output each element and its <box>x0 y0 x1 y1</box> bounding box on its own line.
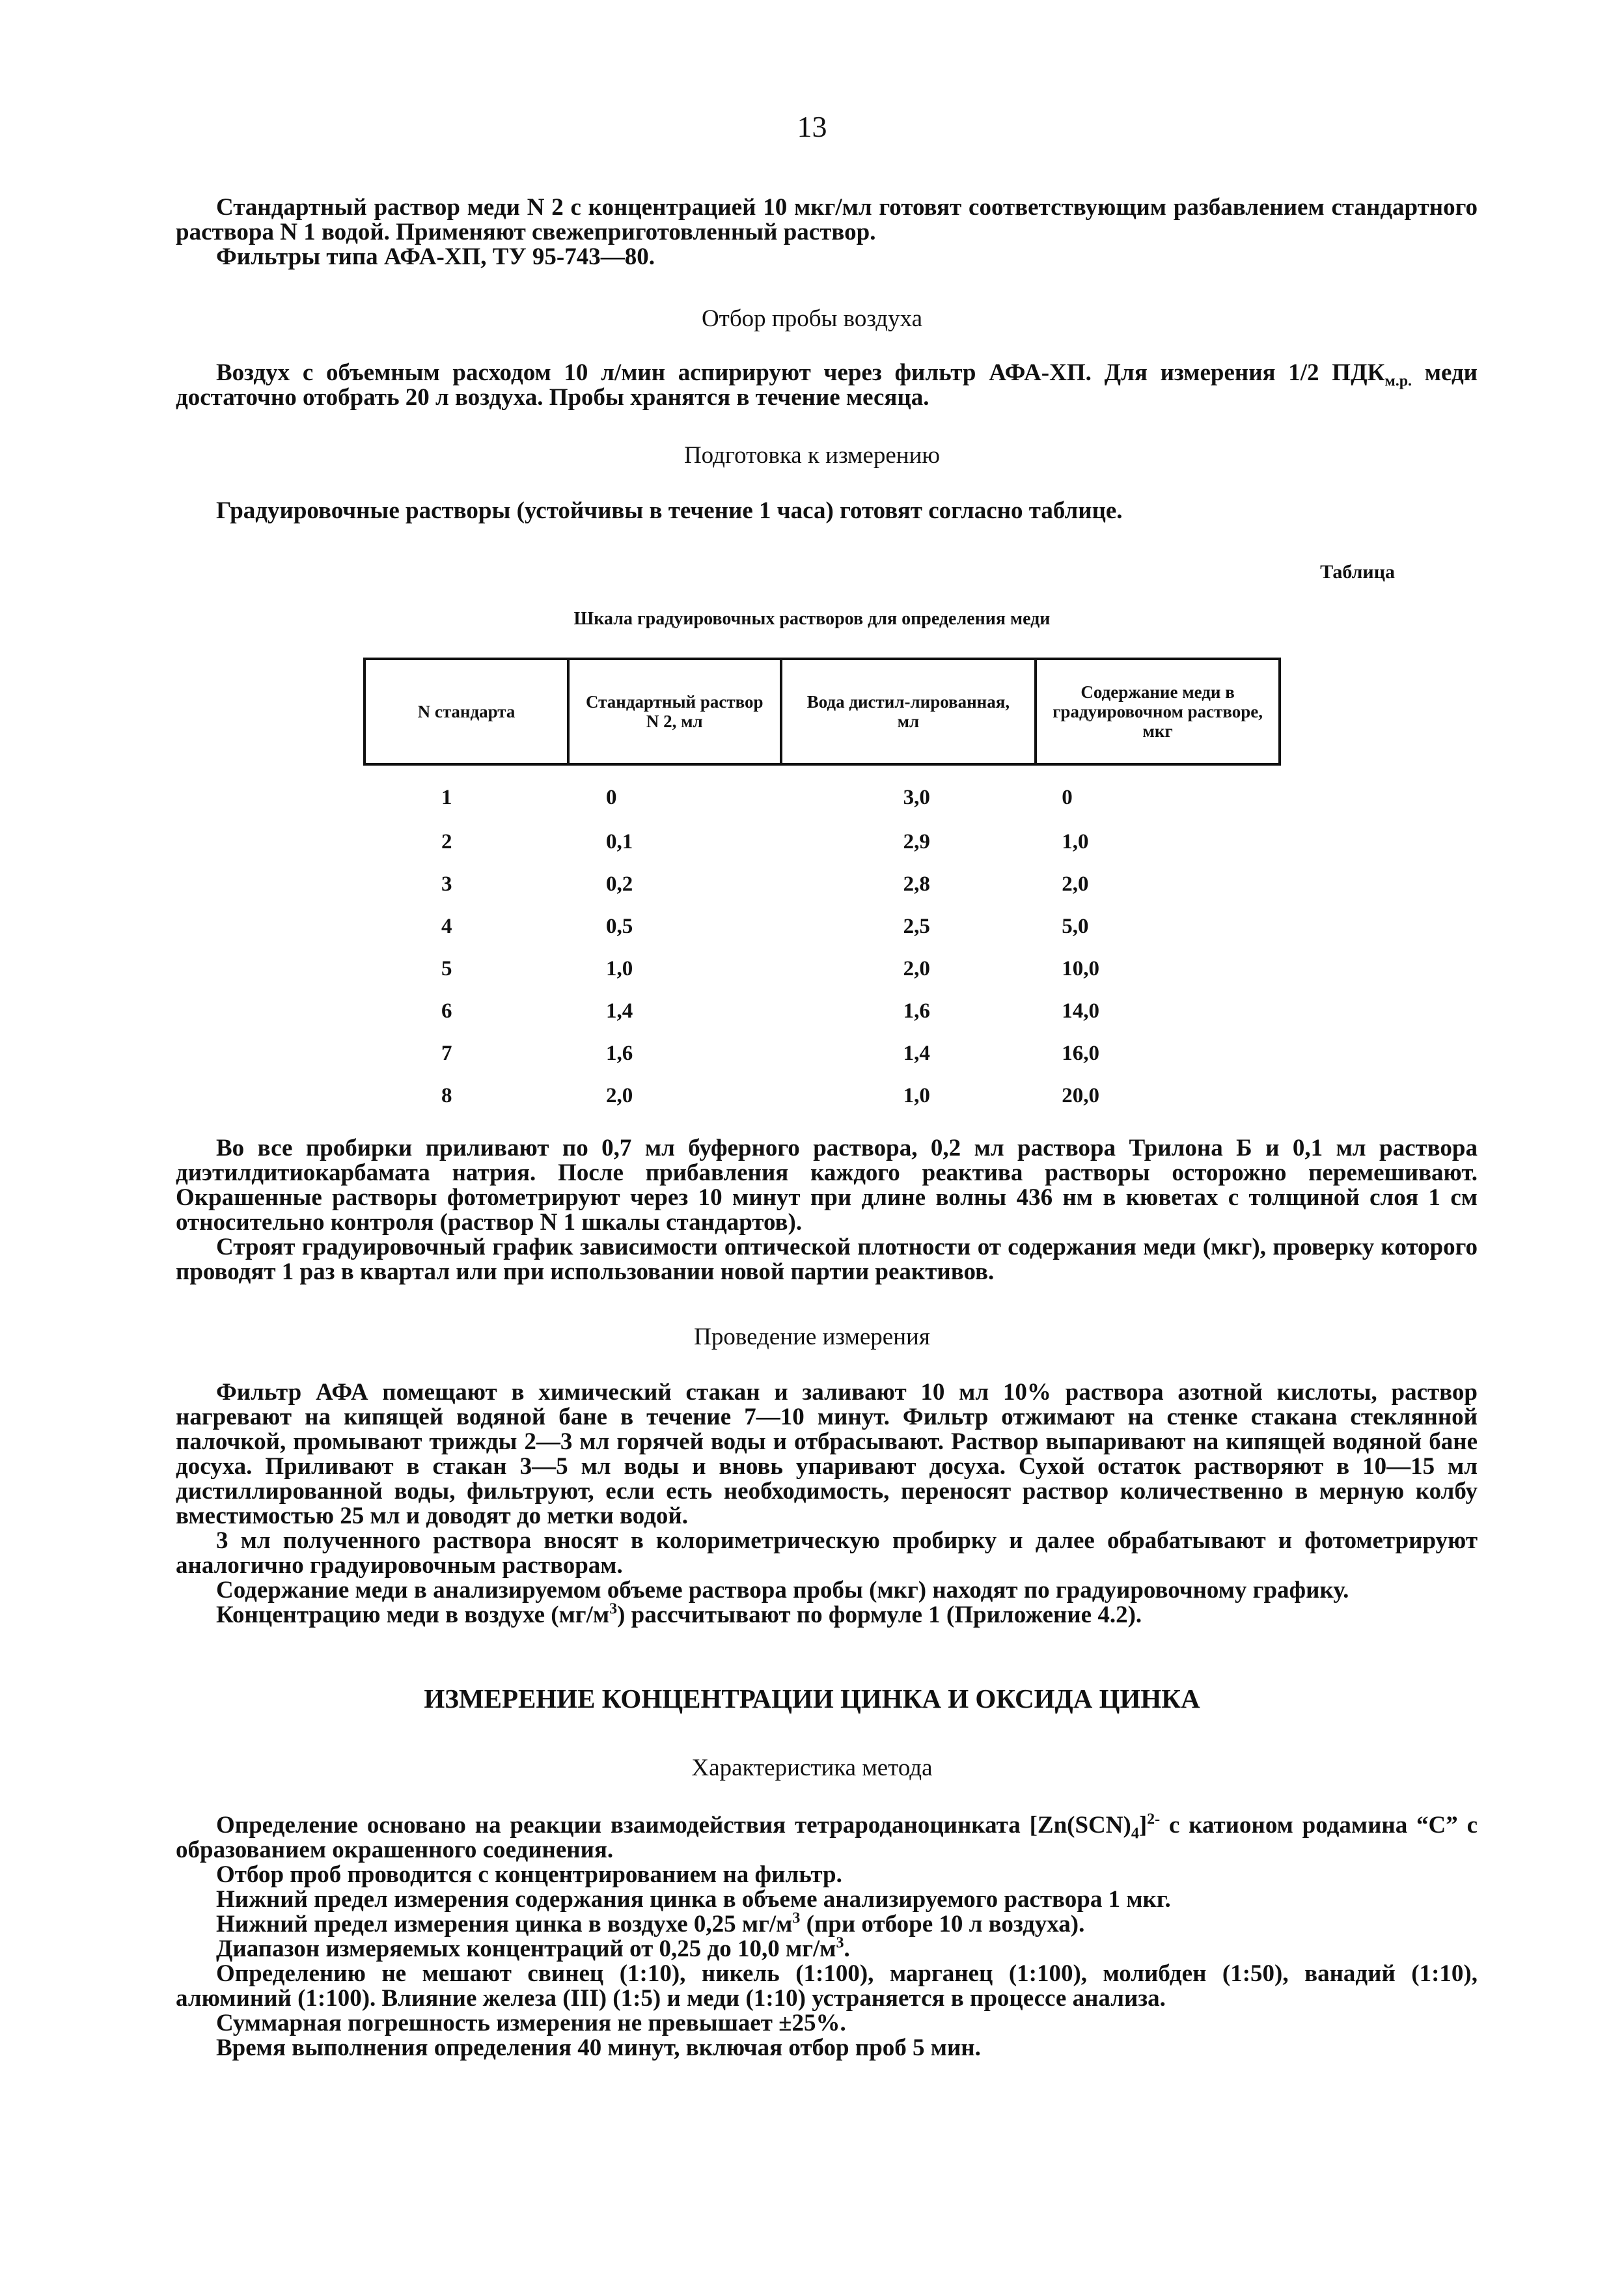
zinc-paragraph-7: Суммарная погрешность измерения не превышает ±25%. <box>216 2010 846 2036</box>
cell-solution: 0,1 <box>605 830 633 854</box>
cell-standard: 5 <box>441 957 452 980</box>
zinc-section <box>176 1813 1478 2061</box>
zinc-paragraph-3: Нижний предел измерения содержания цинка в объеме анализируемого раствора 1 мкг. <box>216 1886 1171 1913</box>
cell-copper: 16,0 <box>1062 1042 1099 1065</box>
header-standard-number: N стандарта <box>365 659 568 764</box>
zinc-subheading: Характеристика метода <box>691 1755 933 1781</box>
after-table-paragraph-2: Строят градуировочный график зависимости оптической плотности от содержания меди (мкг), проверку которого проводят 1 раз в квартал или при использовании новой партии реактивов. <box>176 1234 1478 1285</box>
cell-water: 2,9 <box>903 830 930 854</box>
cell-standard: 6 <box>441 999 452 1023</box>
table-row <box>365 1075 1280 1117</box>
cell-standard: 7 <box>441 1042 452 1065</box>
cell-copper: 5,0 <box>1062 915 1089 938</box>
cell-water: 1,4 <box>903 1042 930 1065</box>
cell-copper: 1,0 <box>1062 830 1089 854</box>
table-row <box>365 821 1280 863</box>
cell-water: 2,5 <box>903 915 930 938</box>
sampling-paragraph <box>176 361 1478 410</box>
after-table-section <box>176 1136 1478 1284</box>
cell-water: 2,8 <box>903 872 930 896</box>
cell-solution: 2,0 <box>605 1084 633 1107</box>
measurement-text-b: ) рассчитывают по формуле 1 (Приложение 4.2). <box>617 1602 1142 1628</box>
zinc-subscript: 4 <box>1131 1825 1139 1842</box>
cell-copper: 20,0 <box>1062 1084 1099 1107</box>
zinc-p5-superscript: 3 <box>836 1934 844 1952</box>
cell-water: 1,0 <box>903 1084 930 1107</box>
cell-solution: 0,5 <box>605 915 633 938</box>
cell-water: 3,0 <box>903 785 930 809</box>
after-table-paragraph-1: Во все пробирки приливают по 0,7 мл буферного раствора, 0,2 мл раствора Трилона Б и 0,1 мл раствора диэтилдитиокарбамата натрия. После прибавления каждого реактива растворы осторожно перемешивают. Окрашенные растворы фотометрируют через 10 минут при длине волны 436 нм в кюветах с толщиной слоя 1 см относительно контроля (раствор N 1 шкалы стандартов). <box>176 1135 1478 1236</box>
intro-paragraph-1: Стандартный раствор меди N 2 с концентрацией 10 мкг/мл готовят соответствующим разбавлением стандартного раствора N 1 водой. Применяют свежеприготовленный раствор. <box>176 194 1478 245</box>
cell-standard: 8 <box>441 1084 452 1107</box>
table-header-row <box>365 659 1280 764</box>
cell-solution: 0 <box>605 785 617 809</box>
table-label: Таблица <box>1320 561 1395 583</box>
cell-water: 2,0 <box>903 957 930 980</box>
cell-standard: 4 <box>441 915 452 938</box>
zinc-paragraph-5 <box>176 1934 1478 1962</box>
header-copper-content: Содержание меди в градуировочном растворе, мкг <box>1036 659 1280 764</box>
cell-standard: 3 <box>441 872 452 896</box>
cell-solution: 1,4 <box>605 999 633 1023</box>
table-row <box>365 948 1280 990</box>
preparation-paragraph: Градуировочные растворы (устойчивы в течение 1 часа) готовят согласно таблице. <box>216 497 1123 524</box>
cell-standard: 1 <box>441 785 452 809</box>
zinc-text-a: Определение основано на реакции взаимодействия тетрароданоцинката [Zn(SCN) <box>216 1812 1131 1839</box>
sampling-section <box>176 361 1478 410</box>
zinc-p5-text-b: . <box>844 1936 850 1962</box>
zinc-superscript: 2- <box>1147 1811 1161 1828</box>
cell-solution: 1,6 <box>605 1042 633 1065</box>
sampling-text-b: меди достаточно отобрать 20 л воздуха. Пробы хранятся в течение месяца. <box>176 359 1478 411</box>
measurement-section <box>176 1380 1478 1628</box>
zinc-p5-text-a: Диапазон измеряемых концентраций от 0,25 до 10,0 мг/м <box>216 1936 836 1962</box>
preparation-heading: Подготовка к измерению <box>683 442 941 469</box>
table-row <box>365 1033 1280 1075</box>
table-row <box>365 863 1280 906</box>
intro-section <box>176 195 1478 270</box>
table-row <box>365 990 1280 1033</box>
zinc-paragraph-8: Время выполнения определения 40 минут, включая отбор проб 5 мин. <box>216 2034 981 2061</box>
measurement-superscript: 3 <box>609 1600 618 1618</box>
sampling-text-a: Воздух с объемным расходом 10 л/мин аспирируют через фильтр АФА-ХП. Для измерения 1/2 ПДК <box>216 359 1385 386</box>
zinc-text-mid: ] <box>1138 1812 1148 1839</box>
cell-copper: 10,0 <box>1062 957 1099 980</box>
measurement-paragraph-3: Содержание меди в анализируемом объеме раствора пробы (мкг) находят по градуировочному графику. <box>216 1577 1349 1604</box>
zinc-p4-text-a: Нижний предел измерения цинка в воздухе 0,25 мг/м <box>216 1911 793 1937</box>
cell-copper: 14,0 <box>1062 999 1099 1023</box>
zinc-p4-superscript: 3 <box>792 1909 801 1927</box>
table-title: Шкала градуировочных растворов для определения меди <box>573 609 1051 629</box>
cell-solution: 0,2 <box>605 872 633 896</box>
intro-paragraph-2: Фильтры типа АФА-ХП, ТУ 95-743—80. <box>216 243 655 270</box>
header-standard-solution: Стандартный раствор N 2, мл <box>568 659 781 764</box>
sampling-heading: Отбор пробы воздуха <box>701 305 923 332</box>
page-number: 13 <box>797 110 827 143</box>
cell-solution: 1,0 <box>605 957 633 980</box>
cell-copper: 0 <box>1062 785 1073 809</box>
zinc-text-b: с катионом родамина “С” с образованием окрашенного соединения. <box>176 1812 1478 1863</box>
cell-copper: 2,0 <box>1062 872 1089 896</box>
zinc-paragraph-1 <box>176 1813 1478 1863</box>
measurement-paragraph-1: Фильтр АФА помещают в химический стакан и заливают 10 мл 10% раствора азотной кислоты, раствор нагревают на кипящей водяной бане в течение 7—10 минут. Фильтр отжимают на стенке стакана стеклянной палочкой, промывают трижды 2—3 мл горячей воды и отбрасывают. Раствор выпаривают на кипящей водяной бане досуха. Приливают в стакан 3—5 мл воды и вновь упаривают досуха. Сухой остаток растворяют в 10—15 мл дистиллированной воды, фильтруют, если есть необходимость, переносят раствор количественно в мерную колбу вместимостью 25 мл и доводят до метки водой. <box>176 1379 1478 1529</box>
preparation-section <box>176 499 1478 523</box>
zinc-paragraph-6: Определению не мешают свинец (1:10), никель (1:100), марганец (1:100), молибден (1:50), ванадий (1:10), алюминий (1:100). Влияние железа (III) (1:5) и меди (1:10) устраняется в процессе анализа. <box>176 1960 1478 2012</box>
table-row <box>365 906 1280 948</box>
zinc-paragraph-2: Отбор проб проводится с концентрированием на фильтр. <box>216 1861 842 1888</box>
calibration-table <box>363 658 1281 1117</box>
measurement-heading: Проведение измерения <box>694 1324 930 1350</box>
zinc-paragraph-4 <box>176 1909 1478 1937</box>
cell-water: 1,6 <box>903 999 930 1023</box>
zinc-heading: ИЗМЕРЕНИЕ КОНЦЕНТРАЦИИ ЦИНКА И ОКСИДА ЦИНКА <box>424 1684 1200 1714</box>
measurement-paragraph-4 <box>176 1600 1478 1628</box>
sampling-subscript: м.р. <box>1384 372 1412 390</box>
measurement-paragraph-2: 3 мл полученного раствора вносят в колориметрическую пробирку и далее обрабатывают и фотометрируют аналогично градуировочным растворам. <box>176 1527 1478 1579</box>
table-row <box>365 764 1280 821</box>
cell-standard: 2 <box>441 830 452 854</box>
zinc-p4-text-b: (при отборе 10 л воздуха). <box>800 1911 1085 1937</box>
header-distilled-water: Вода дистил-лированная, мл <box>781 659 1036 764</box>
measurement-text-a: Концентрацию меди в воздухе (мг/м <box>216 1602 610 1628</box>
